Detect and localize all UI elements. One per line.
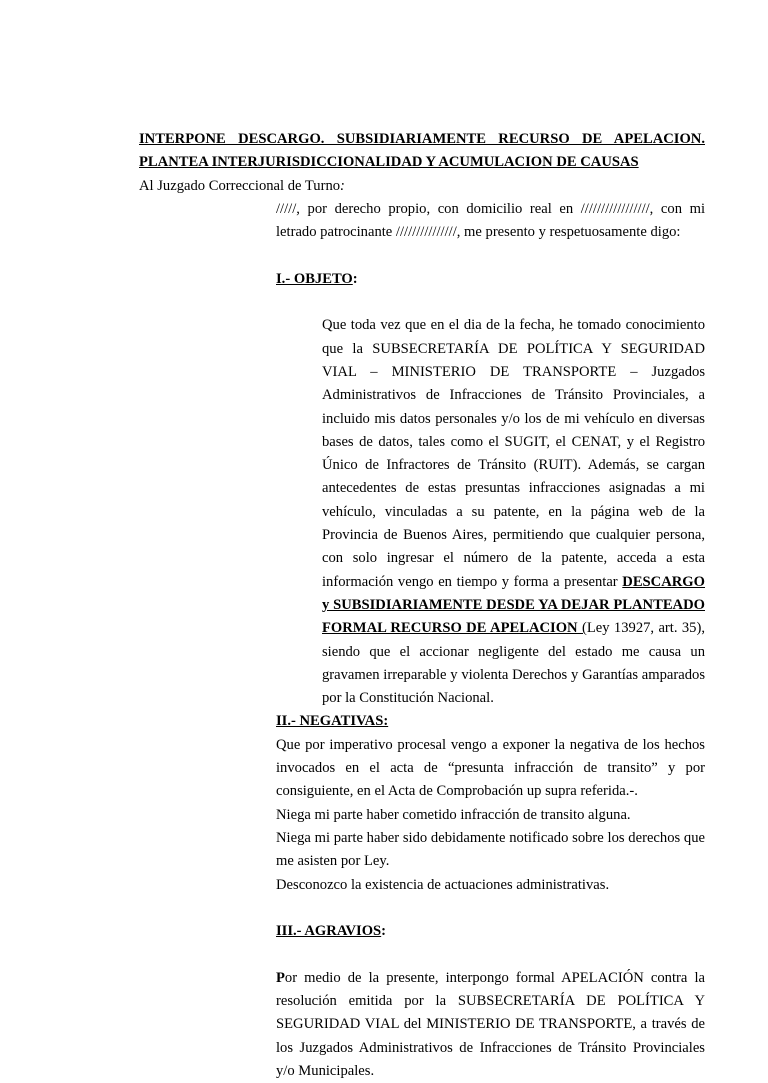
agravios-initial: P: [276, 969, 285, 986]
objeto-text-paren: (: [581, 620, 587, 637]
negativas-paragraph-2: Niega mi parte haber cometido infracción de transito alguna.: [276, 806, 631, 823]
spacer: [139, 244, 705, 267]
section-agravios-heading-colon: :: [381, 923, 387, 940]
section-objeto-heading-colon: :: [352, 270, 358, 287]
objeto-text-bold: DESCARGO y SUBSIDIARIAMENTE DESDE YA DEJAR PLANTEADO FORMAL RECURSO DE APELACION: [322, 573, 705, 637]
objeto-text-a: Que toda vez que en el dia de la fecha, he tomado conocimiento que la SUBSECRETARÍA DE POLÍTICA Y SEGURIDAD VIAL – MINISTERIO DE TRANSPORTE – Juzgados Administrativos de Infracciones de Tránsito Provinciales, a incluido mis datos personales y/o los de mi vehículo en diversas bases de datos, tales como el SUGIT, el CENAT, y el Registro Único de Infractores de Tránsito (RUIT). Además, se cargan antecedentes de estas presuntas infracciones asignadas a mi vehículo, vinculadas a su patente, en la página web de la Provincia de Buenos Aires, permitiendo que cualquier persona, con solo ingresar el número de la patente, acceda a esta información vengo en tiempo y forma a presentar: [322, 317, 705, 590]
section-objeto-heading-text: I.- OBJETO: [276, 270, 353, 287]
agravios-paragraph: [139, 967, 705, 1083]
addressee-line: [139, 175, 705, 198]
section-negativas-heading: [139, 710, 705, 733]
agravios-text: or medio de la presente, interpongo formal APELACIÓN contra la resolución emitida por la SUBSECRETARÍA DE POLÍTICA Y SEGURIDAD VIAL del MINISTERIO DE TRANSPORTE, a través de los Juzgados Administrativos de Infracciones de Tránsito Provinciales y/o Municipales.: [276, 969, 705, 1079]
section-objeto-heading: [139, 268, 705, 291]
negativas-paragraph-4: Desconozco la existencia de actuaciones administrativas.: [276, 876, 610, 893]
section-negativas-heading-text: II.- NEGATIVAS:: [276, 713, 389, 730]
addressee: Al Juzgado Correccional de Turno: [139, 177, 341, 194]
negativas-paragraph-1: Que por imperativo procesal vengo a exponer la negativa de los hechos invocados en el acta de “presunta infracción de transito” y por consiguiente, en el Acta de Comprobación up supra referida.-.: [276, 736, 705, 800]
document-title: INTERPONE DESCARGO. SUBSIDIARIAMENTE RECURSO DE APELACION. PLANTEA INTERJURISDICCIONALIDAD Y ACUMULACION DE CAUSAS: [139, 131, 705, 171]
spacer: [139, 291, 705, 314]
document-body: [139, 128, 705, 1083]
intro-paragraph: /////, por derecho propio, con domicilio real en /////////////////, con mi letrado patrocinante ///////////////, me presento y respetuosamente digo:: [276, 200, 705, 241]
section-agravios-heading-text: III.- AGRAVIOS: [276, 923, 382, 940]
section-agravios-heading: [139, 920, 705, 943]
addressee-colon: :: [340, 177, 345, 194]
negativas-paragraph-3: Niega mi parte haber sido debidamente notificado sobre los derechos que me asisten por Ley.: [276, 829, 705, 870]
section-objeto-paragraph: [139, 314, 705, 710]
spacer: [139, 943, 705, 966]
spacer: [139, 897, 705, 920]
objeto-text-b: Ley 13927, art. 35), siendo que el accionar negligente del estado me causa un gravamen irreparable y violenta Derechos y Garantías amparados por la Constitución Nacional.: [322, 620, 705, 707]
